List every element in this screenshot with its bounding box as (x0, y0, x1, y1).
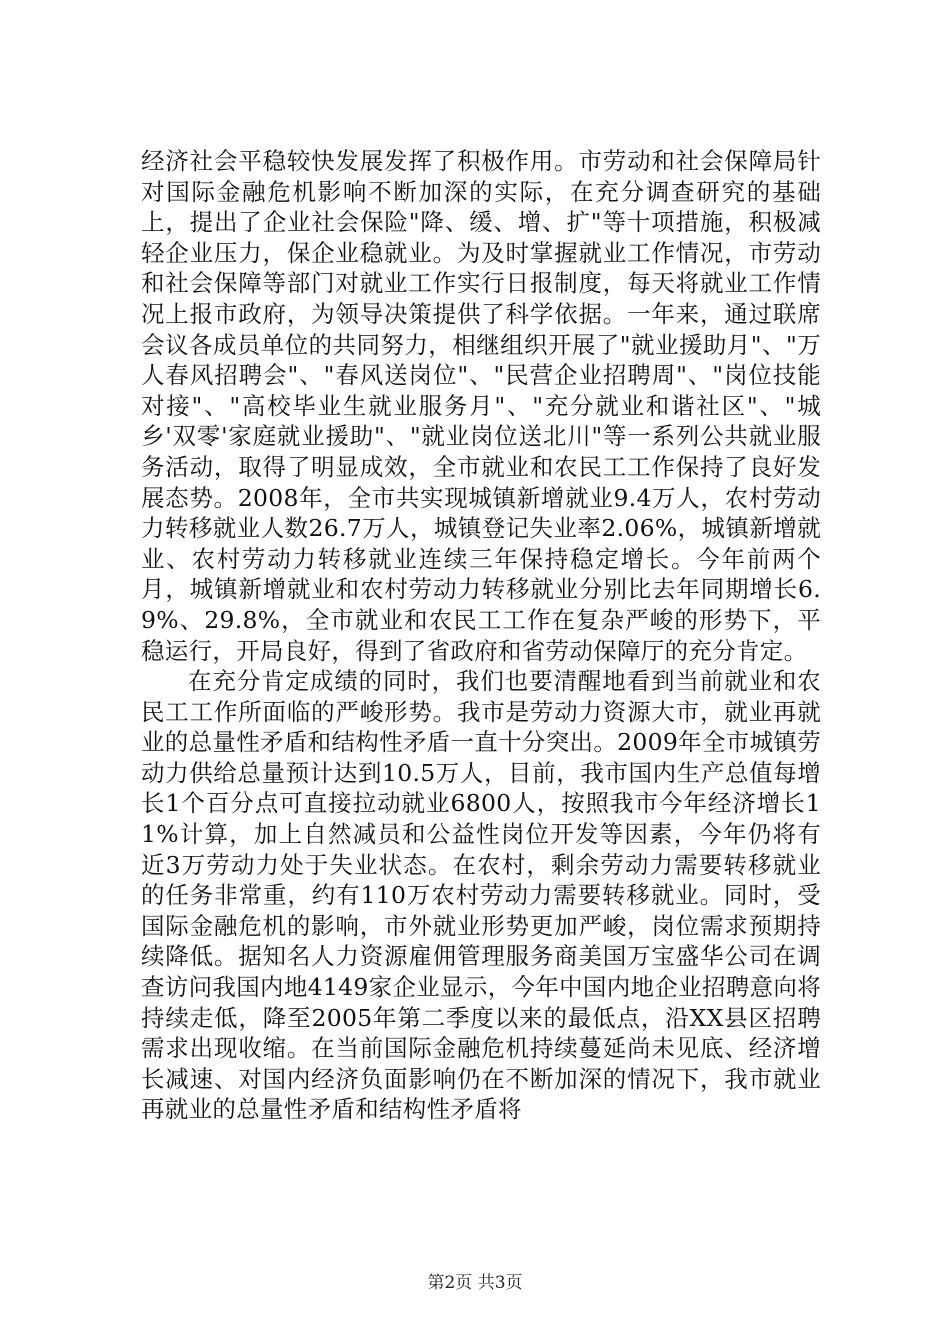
paragraph-1: 经济社会平稳较快发展发挥了积极作用。市劳动和社会保障局针对国际金融危机影响不断加深的实际，在充分调查研究的基础上，提出了企业社会保险"降、缓、增、扩"等十项措施，积极减轻企业压力，保企业稳就业。为及时掌握就业工作情况，市劳动和社会保障等部门对就业工作实行日报制度，每天将就业工作情况上报市政府，为领导决策提供了科学依据。一年来，通过联席会议各成员单位的共同努力，相继组织开展了"就业援助月"、"万人春风招聘会"、"春风送岗位"、"民营企业招聘周"、"岗位技能对接"、"高校毕业生就业服务月"、"充分就业和谐社区"、"城乡'双零'家庭就业援助"、"就业岗位送北川"等一系列公共就业服务活动，取得了明显成效，全市就业和农民工工作保持了良好发展态势。2008年，全市共实现城镇新增就业9.4万人，农村劳动力转移就业人数26.7万人，城镇登记失业率2.06%，城镇新增就业、农村劳动力转移就业连续三年保持稳定增长。今年前两个月，城镇新增就业和农村劳动力转移就业分别比去年同期增长6.9%、29.8%，全市就业和农民工工作在复杂严峻的形势下，平稳运行，开局良好，得到了省政府和省劳动保障厅的充分肯定。 (141, 147, 821, 665)
document-body (141, 146, 821, 1125)
page-footer (0, 1272, 950, 1294)
page-number: 第2页 共3页 (427, 1273, 523, 1293)
paragraph-2: 在充分肯定成绩的同时，我们也要清醒地看到当前就业和农民工工作所面临的严峻形势。我市是劳动力资源大市，就业再就业的总量性矛盾和结构性矛盾一直十分突出。2009年全市城镇劳动力供给总量预计达到10.5万人，目前，我市国内生产总值每增长1个百分点可直接拉动就业6800人，按照我市今年经济增长11%计算，加上自然减员和公益性岗位开发等因素，今年仍将有近3万劳动力处于失业状态。在农村，剩余劳动力需要转移就业的任务非常重，约有110万农村劳动力需要转移就业。同时，受国际金融危机的影响，市外就业形势更加严峻，岗位需求预期持续降低。据知名人力资源雇佣管理服务商美国万宝盛华公司在调查访问我国内地4149家企业显示，今年中国内地企业招聘意向将持续走低，降至2005年第二季度以来的最低点，沿XX县区招聘需求出现收缩。在当前国际金融危机持续蔓延尚未见底、经济增长减速、对国内经济负面影响仍在不断加深的情况下，我市就业再就业的总量性矛盾和结构性矛盾将 (141, 667, 821, 1124)
